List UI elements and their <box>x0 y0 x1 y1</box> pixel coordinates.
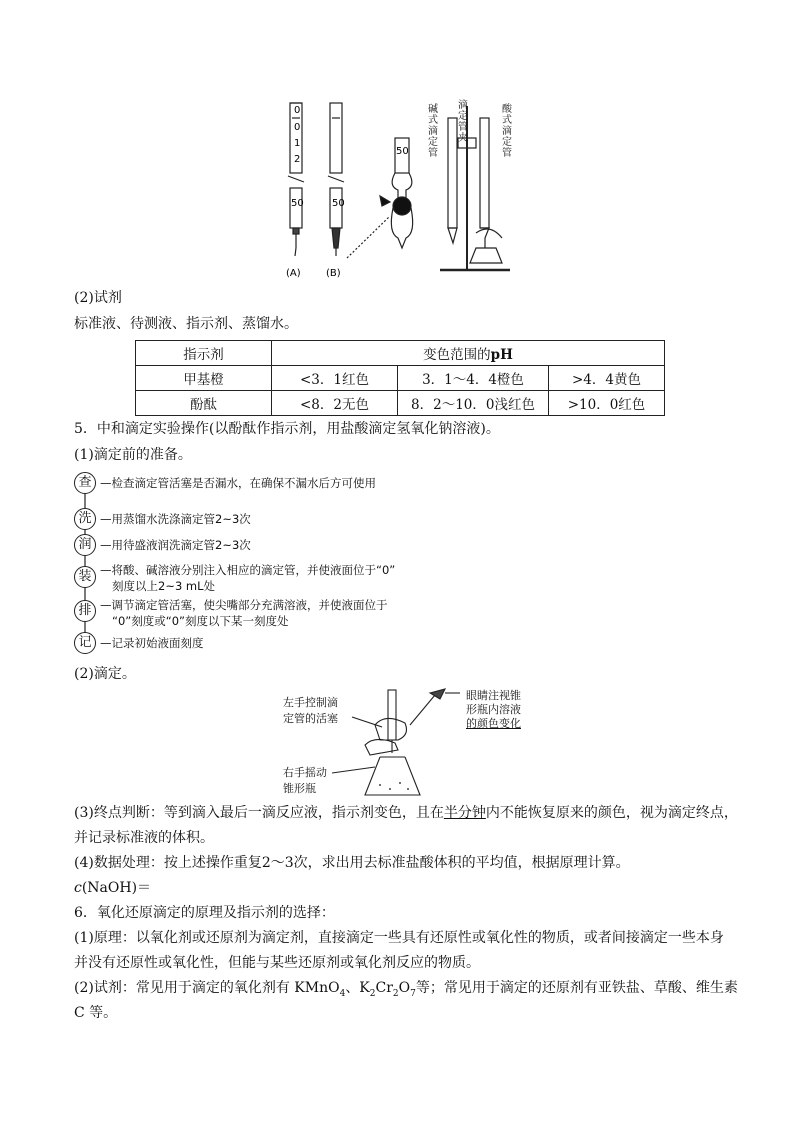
flow-step-wash: 洗 <box>74 508 96 530</box>
section2-text: 标准液、待测液、指示剂、蒸馏水。 <box>74 316 298 332</box>
item6-title: 6．氧化还原滴定的原理及指示剂的选择： <box>74 905 335 921</box>
table-cell: >10．0红色 <box>549 391 665 416</box>
label-b: (B) <box>326 268 341 279</box>
flow-text-fill: —将酸、碱溶液分别注入相应的滴定管，并使液面位于“0” <box>100 563 396 577</box>
prep-flowchart <box>74 470 434 660</box>
half-minute-underlined: 半分钟 <box>443 805 486 821</box>
flow-text-drain: —调节滴定管活塞，使尖嘴部分充满溶液，并使液面位于 <box>100 598 388 612</box>
flow-text-rinse: —用待盛液润洗滴定管2~3次 <box>100 538 251 552</box>
burette-b-tick-50: 50 <box>332 198 345 209</box>
item5-title: 5．中和滴定实验操作(以酚酞作指示剂，用盐酸滴定氢氧化钠溶液)。 <box>74 421 500 437</box>
flow-text-wash: —用蒸馏水洗涤滴定管2~3次 <box>100 512 251 526</box>
flow-text-check: —检查滴定管活塞是否漏水，在确保不漏水后方可使用 <box>100 476 376 490</box>
flow-text-record: —记录初始液面刻度 <box>100 636 204 650</box>
burette-a-tick-0: 0 <box>294 122 301 133</box>
stand-label-base: 碱式滴定管 <box>428 104 438 159</box>
stand-label-clamp: 滴定管夹 <box>458 100 468 144</box>
table-cell: 8．2～10．0浅红色 <box>398 391 549 416</box>
table-cell: 甲基橙 <box>136 366 272 391</box>
table-cell: 3．1～4．4橙色 <box>398 366 549 391</box>
titration-label-right-hand: 右手摇动 锥形瓶 <box>283 766 327 795</box>
flow-step-record: 记 <box>74 632 96 654</box>
table-row <box>136 391 665 416</box>
flow-text-drain-2: “0”刻度或“0”刻度以下某一刻度处 <box>112 614 289 628</box>
header-indicator: 指示剂 <box>136 341 272 366</box>
flow-step-check: 查 <box>74 472 96 494</box>
label-a: (A) <box>286 268 301 279</box>
stand-label-acid: 酸式滴定管 <box>502 104 512 159</box>
item6-p2-line1: (2)试剂：常见用于滴定的氧化剂有 KMnO$_4$、$K_2Cr_2O_7$等；常见用于滴定的还原剂有亚铁盐、草酸、维生素 <box>74 980 738 999</box>
titration-label-left-hand: 左手控制滴 定管的活塞 <box>283 696 338 725</box>
item6-p2-line2: C 等。 <box>74 1005 118 1021</box>
item5-sub4: (4)数据处理：按上述操作重复2～3次，求出用去标准盐酸体积的平均值，根据原理计算。 <box>74 855 630 871</box>
table-cell: >4．4黄色 <box>549 366 665 391</box>
flow-step-rinse: 润 <box>74 534 96 556</box>
flow-text-fill-2: 刻度以上2~3 mL处 <box>112 579 216 593</box>
table-cell: 酚酞 <box>136 391 272 416</box>
flow-step-drain: 排 <box>74 600 96 622</box>
titration-label-eyes: 眼睛注视锥 形瓶内溶液 的颜色变化 <box>466 689 521 730</box>
table-header-row <box>136 341 665 366</box>
item5-sub2: (2)滴定。 <box>74 666 136 682</box>
burette-a-tick-50: 50 <box>291 198 304 209</box>
item6-p1-line1: (1)原理：以氧化剂或还原剂为滴定剂，直接滴定一些具有还原性或氧化性的物质，或者间接滴定一些本身 <box>74 930 724 946</box>
burette-a-tick-1: 1 <box>294 138 301 149</box>
flow-step-fill: 装 <box>74 566 96 588</box>
item5-sub3-line2: 并记录标准液的体积。 <box>74 830 214 846</box>
item6-p1-line2: 并没有还原性或氧化性，但能与某些还原剂或氧化剂反应的物质。 <box>74 955 480 971</box>
item5-sub3-line1: (3)终点判断：等到滴入最后一滴反应液，指示剂变色，且在半分钟内不能恢复原来的颜色，视为滴定终点， <box>74 805 738 821</box>
table-cell: <8．2无色 <box>272 391 398 416</box>
section2-title: (2)试剂 <box>74 290 122 306</box>
item5-sub1: (1)滴定前的准备。 <box>74 447 192 463</box>
magnified-tick-50: 50 <box>396 146 409 157</box>
indicator-table <box>135 340 665 416</box>
table-cell: <3．1红色 <box>272 366 398 391</box>
burette-a-top-label: 0 <box>294 105 301 116</box>
table-row <box>136 366 665 391</box>
burette-a-tick-2: 2 <box>294 154 301 165</box>
burette-figure <box>280 98 520 280</box>
formula-c-naoh: c(NaOH)＝ <box>74 880 152 896</box>
header-range: 变色范围的pH <box>272 341 665 366</box>
